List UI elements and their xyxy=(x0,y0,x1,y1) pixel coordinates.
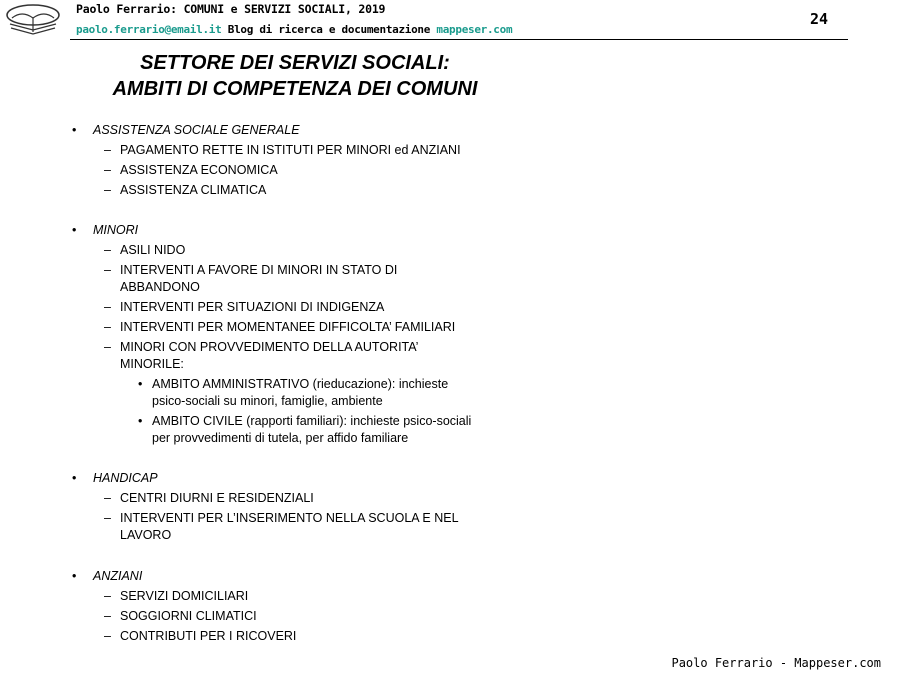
dash-icon: – xyxy=(104,589,111,603)
dash-icon: – xyxy=(104,629,111,643)
list-item: CENTRI DIURNI E RESIDENZIALI xyxy=(120,491,314,505)
dash-icon: – xyxy=(104,491,111,505)
bullet-icon: • xyxy=(72,471,77,485)
dash-icon: – xyxy=(104,183,111,197)
sub-list-item: AMBITO AMMINISTRATIVO (rieducazione): inchieste xyxy=(152,377,449,391)
list-item-continuation: MINORILE: xyxy=(120,357,184,371)
header-divider xyxy=(70,39,848,40)
dash-icon: – xyxy=(104,263,111,277)
list-item: PAGAMENTO RETTE IN ISTITUTI PER MINORI ed ANZIANI xyxy=(120,143,461,157)
dash-icon: – xyxy=(104,163,111,177)
book-logo-icon xyxy=(4,2,62,38)
list-item: SERVIZI DOMICILIARI xyxy=(120,589,249,603)
list-item: SOGGIORNI CLIMATICI xyxy=(120,609,257,623)
page-number: 24 xyxy=(809,10,828,28)
sub-list-item-continuation: per provvedimenti di tutela, per affido familiare xyxy=(152,431,409,445)
bullet-icon: • xyxy=(72,123,77,137)
list-item-continuation: LAVORO xyxy=(120,528,172,542)
bullet-icon: • xyxy=(138,414,143,428)
list-item: CONTRIBUTI PER I RICOVERI xyxy=(120,629,297,643)
section-heading: ASSISTENZA SOCIALE GENERALE xyxy=(93,123,300,137)
slide-title-line1: SETTORE DEI SERVIZI SOCIALI: xyxy=(140,52,450,74)
dash-icon: – xyxy=(104,300,111,314)
list-item: ASSISTENZA CLIMATICA xyxy=(120,183,267,197)
bullet-icon: • xyxy=(72,569,77,583)
slide-title xyxy=(60,50,530,102)
sub-list-item-continuation: psico-sociali su minori, famiglie, ambiente xyxy=(152,394,383,408)
list-item: INTERVENTI PER MOMENTANEE DIFFICOLTA’ FAMILIARI xyxy=(120,320,456,334)
list-item-continuation: ABBANDONO xyxy=(120,280,200,294)
sub-list-item: AMBITO CIVILE (rapporti familiari): inchieste psico-sociali xyxy=(152,414,472,428)
header-subtitle xyxy=(76,23,512,36)
header-title: Paolo Ferrario: COMUNI e SERVIZI SOCIALI, 2019 xyxy=(76,2,386,16)
list-item: INTERVENTI A FAVORE DI MINORI IN STATO DI xyxy=(120,263,398,277)
section-heading: MINORI xyxy=(93,223,139,237)
dash-icon: – xyxy=(104,143,111,157)
blog-text: Blog di ricerca e documentazione xyxy=(227,23,431,36)
bullet-icon: • xyxy=(72,223,77,237)
section-heading: ANZIANI xyxy=(93,569,143,583)
dash-icon: – xyxy=(104,609,111,623)
list-item: MINORI CON PROVVEDIMENTO DELLA AUTORITA’ xyxy=(120,340,419,354)
dash-icon: – xyxy=(104,243,111,257)
list-item: INTERVENTI PER SITUAZIONI DI INDIGENZA xyxy=(120,300,385,314)
list-item: ASSISTENZA ECONOMICA xyxy=(120,163,278,177)
dash-icon: – xyxy=(104,340,111,354)
blog-site-link[interactable]: mappeser.com xyxy=(436,23,513,36)
email-link[interactable]: paolo.ferrario@email.it xyxy=(76,23,222,36)
slide-title-line2: AMBITI DI COMPETENZA DEI COMUNI xyxy=(112,78,478,100)
dash-icon: – xyxy=(104,320,111,334)
list-item: ASILI NIDO xyxy=(120,243,186,257)
section-heading: HANDICAP xyxy=(93,471,158,485)
footer-credit: Paolo Ferrario - Mappeser.com xyxy=(671,656,881,670)
bullet-icon: • xyxy=(138,377,143,391)
dash-icon: – xyxy=(104,511,111,525)
list-item: INTERVENTI PER L’INSERIMENTO NELLA SCUOLA E NEL xyxy=(120,511,459,525)
